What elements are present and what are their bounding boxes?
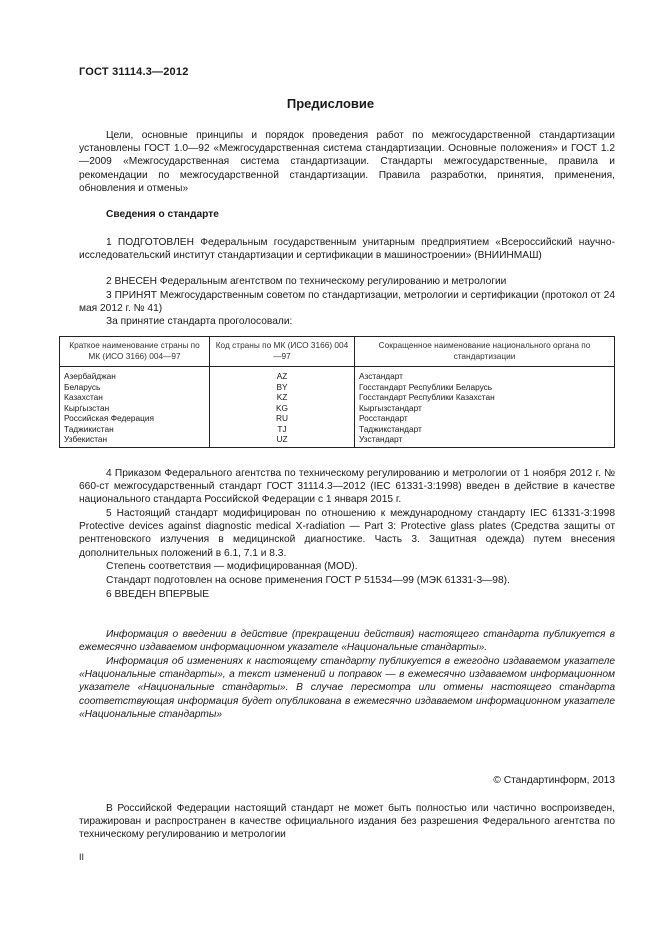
item-5-paragraph: 5 Настоящий стандарт модифицирован по отношению к международному стандарту IEC 61331-3:1998 Protective devices against diagnostic medical X-radiation — Part 3: Protective glass plates (Средства защиты от рентгеновского излучения в медицинской диагностике. Часть 3. Защитная одежда) путем внесения дополнительных положений в 6.1, 7.1 и 8.3. <box>79 508 615 559</box>
body-cell: Азстандарт <box>355 367 615 382</box>
page-number: II <box>79 852 85 862</box>
country-cell: Российская Федерация <box>60 413 210 424</box>
intro-paragraph: Цели, основные принципы и порядок проведения работ по межгосударственной стандартизации установлены ГОСТ 1.0—92 «Межгосударственная система стандартизации. Основные положения» и ГОСТ 1.2—2009 «Межгосударственная система стандартизации. Стандарты межгосударственные, правила и рекомендации по межгосударственной стандартизации. Правила разработки, принятия, применения, обновления и отмены» <box>79 130 615 194</box>
code-cell: BY <box>210 382 355 393</box>
table-row <box>60 382 615 393</box>
code-cell: KZ <box>210 392 355 403</box>
notice-introduction: Информация о введении в действие (прекращении действия) настоящего стандарта публикуется в ежемесячно издаваемом информационном указателе «Национальные стандарты». <box>79 629 615 654</box>
page-title: Предисловие <box>286 96 375 111</box>
copyright-line: © Стандартинформ, 2013 <box>493 775 615 786</box>
item-3-paragraph: 3 ПРИНЯТ Межгосударственным советом по стандартизации, метрологии и сертификации (протокол от 24 мая 2012 г. № 41) <box>79 290 615 315</box>
body-cell: Росстандарт <box>355 413 615 424</box>
item-1-paragraph: 1 ПОДГОТОВЛЕН Федеральным государственным унитарным предприятием «Всероссийский научно-исследовательский институт стандартизации и сертификации в машиностроении» (ВНИИНМАШ) <box>79 237 615 262</box>
country-cell: Узбекистан <box>60 434 210 447</box>
body-cell: Госстандарт Республики Казахстан <box>355 392 615 403</box>
code-cell: KG <box>210 403 355 414</box>
rights-paragraph: В Российской Федерации настоящий стандарт не может быть полностью или частично воспроизведен, тиражирован и распространен в качестве официального издания без разрешения Федерального агентства по техническому регулированию и метрологии <box>79 803 615 841</box>
table-header-code: Код страны по МК (ИСО 3166) 004—97 <box>210 337 355 367</box>
voting-table <box>59 336 615 448</box>
table-row <box>60 403 615 414</box>
body-cell: Госстандарт Республики Беларусь <box>355 382 615 393</box>
code-cell: AZ <box>210 367 355 382</box>
document-header: ГОСТ 31114.3—2012 <box>79 66 189 78</box>
body-cell: Таджикстандарт <box>355 424 615 435</box>
code-cell: UZ <box>210 434 355 447</box>
degree-line: Степень соответствия — модифицированная (MOD). <box>106 561 358 572</box>
basis-line: Стандарт подготовлен на основе применения ГОСТ Р 51534—99 (МЭК 61331-3—98). <box>106 575 510 586</box>
code-cell: RU <box>210 413 355 424</box>
table-header-body: Сокращенное наименование национального органа по стандартизации <box>355 337 615 367</box>
body-cell: Кыргызстандарт <box>355 403 615 414</box>
table-header-country: Краткое наименование страны по МК (ИСО 3166) 004—97 <box>60 337 210 367</box>
table-row <box>60 413 615 424</box>
table-row <box>60 367 615 382</box>
table-row <box>60 434 615 447</box>
table-row <box>60 424 615 435</box>
country-cell: Азербайджан <box>60 367 210 382</box>
notice-changes: Информация об изменениях к настоящему стандарту публикуется в ежегодно издаваемом указателе «Национальные стандарты», а текст изменений и поправок — в ежемесячно издаваемом информационном указателе «Национальные стандарты». В случае пересмотра или отмены настоящего стандарта соответствующая информация будет опубликована в ежемесячно издаваемом информационном указателе «Национальные стандарты» <box>79 656 615 720</box>
item-6-line: 6 ВВЕДЕН ВПЕРВЫЕ <box>106 589 210 600</box>
code-cell: TJ <box>210 424 355 435</box>
body-cell: Узстандарт <box>355 434 615 447</box>
info-heading: Сведения о стандарте <box>106 209 219 220</box>
vote-line: За принятие стандарта проголосовали: <box>106 316 293 327</box>
country-cell: Кыргызстан <box>60 403 210 414</box>
item-2-paragraph: 2 ВНЕСЕН Федеральным агентством по техническому регулированию и метрологии <box>106 276 507 287</box>
country-cell: Таджикистан <box>60 424 210 435</box>
country-cell: Казахстан <box>60 392 210 403</box>
item-4-paragraph: 4 Приказом Федерального агентства по техническому регулированию и метрологии от 1 ноября 2012 г. № 660-ст межгосударственный стандарт ГОСТ 31114.3—2012 (IEC 61331-3:1998) введен в действие в качестве национального стандарта Российской Федерации с 1 января 2015 г. <box>79 468 615 506</box>
table-row <box>60 392 615 403</box>
table-header-row <box>60 337 615 367</box>
country-cell: Беларусь <box>60 382 210 393</box>
